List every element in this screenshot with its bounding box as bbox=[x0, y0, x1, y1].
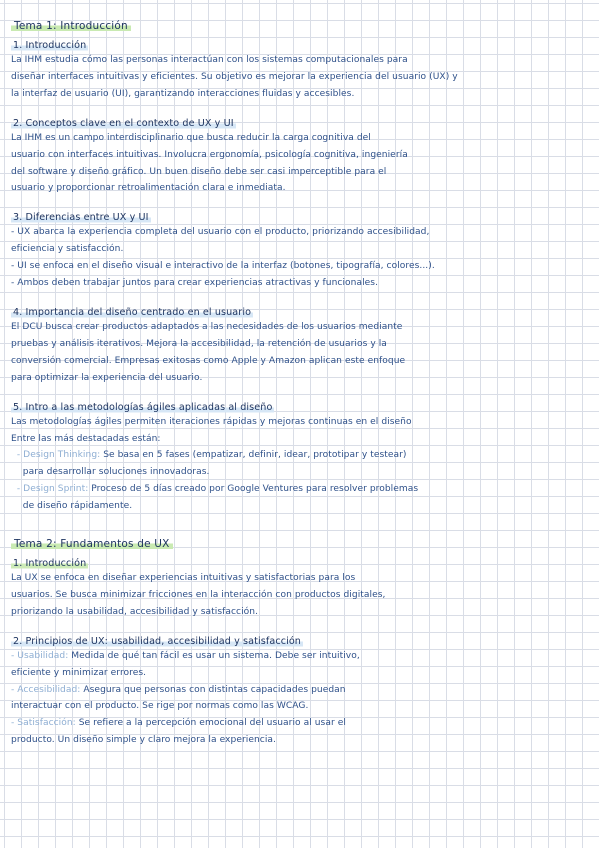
topic-1-title: Tema 1: Introducción bbox=[11, 20, 131, 32]
paragraph-line: para optimizar la experiencia del usuario. bbox=[11, 372, 203, 383]
paragraph-line: usuarios. Se busca minimizar fricciones en la interacción con productos digitales, bbox=[11, 589, 386, 600]
paragraph-line: La IHM estudia cómo las personas interactúan con los sistemas computacionales para bbox=[11, 55, 408, 65]
section-heading: 1. Introducción bbox=[13, 40, 87, 51]
bullet-text: Proceso de 5 días creado por Google Ventures para resolver problemas bbox=[88, 484, 419, 495]
bullet-design-thinking bbox=[11, 447, 591, 464]
bullet-continuation: interactuar con el producto. Se rige por normas como las WCAG. bbox=[11, 701, 309, 712]
paragraph-line: conversión comercial. Empresas exitosas como Apple y Amazon aplican este enfoque bbox=[11, 355, 406, 366]
bullet-continuation-text: para desarrollar soluciones innovadoras. bbox=[22, 467, 210, 478]
section-heading: 3. Diferencias entre UX y UI bbox=[13, 212, 149, 224]
paragraph-line: pruebas y análisis iterativos. Mejora la accesibilidad, la retención de usuarios y la bbox=[11, 338, 387, 349]
bullet-ux: - UX abarca la experiencia completa del usuario con el producto, priorizando accesibilidad, bbox=[11, 227, 430, 238]
section-heading: 2. Conceptos clave en el contexto de UX y UI bbox=[13, 117, 234, 129]
bullet-continuation bbox=[11, 498, 591, 515]
section-conceptos-clave bbox=[11, 111, 591, 198]
paragraph-line: La IHM es un campo interdisciplinario que busca reducir la carga cognitiva del bbox=[11, 132, 371, 143]
section-dcu bbox=[11, 300, 591, 387]
section-introduccion bbox=[11, 33, 591, 103]
bullet-continuation: producto. Un diseño simple y claro mejora la experiencia. bbox=[11, 735, 276, 746]
bullet-label: - Design Sprint: bbox=[16, 484, 89, 495]
paragraph-line: usuario y proporcionar retroalimentación clara e inmediata. bbox=[11, 183, 286, 194]
bullet-label: - Accesibilidad: bbox=[11, 684, 81, 695]
bullet-label: - Design Thinking: bbox=[16, 450, 101, 461]
section-principios-ux bbox=[11, 629, 591, 749]
bullet-continuation bbox=[11, 464, 591, 481]
section-heading: 5. Intro a las metodologías ágiles aplicadas al diseño bbox=[13, 401, 273, 413]
section-heading: 2. Principios de UX: usabilidad, accesibilidad y satisfacción bbox=[13, 635, 301, 647]
topic-2-title: Tema 2: Fundamentos de UX bbox=[11, 538, 173, 550]
notes-page bbox=[11, 14, 591, 749]
bullet-label: - Satisfacción: bbox=[11, 718, 76, 729]
section-heading: 4. Importancia del diseño centrado en el usuario bbox=[13, 306, 252, 318]
bullet-satisfaccion bbox=[11, 715, 591, 732]
paragraph-line: la interfaz de usuario (UI), garantizando interacciones fluidas y accesibles. bbox=[11, 88, 355, 99]
section-heading: 1. Introducción bbox=[13, 558, 87, 570]
paragraph-line: La UX se enfoca en diseñar experiencias intuitivas y satisfactorias para los bbox=[11, 573, 356, 584]
paragraph-line: usuario con interfaces intuitivas. Involucra ergonomía, psicología cognitiva, ingeniería bbox=[11, 149, 408, 160]
section-diferencias bbox=[11, 205, 591, 292]
bullet-continuation: eficiente y minimizar errores. bbox=[11, 667, 147, 678]
paragraph-line: del software y diseño gráfico. Un buen diseño debe ser casi imperceptible para el bbox=[11, 166, 387, 177]
section-t2-introduccion bbox=[11, 551, 591, 621]
bullet-label: - Usabilidad: bbox=[11, 650, 69, 661]
bullet-ux-continuation: eficiencia y satisfacción. bbox=[11, 244, 124, 255]
paragraph-line: diseñar interfaces intuitivas y eficientes. Su objetivo es mejorar la experiencia del usuario (UX) y bbox=[11, 71, 458, 82]
paragraph-line: El DCU busca crear productos adaptados a las necesidades de los usuarios mediante bbox=[11, 321, 403, 332]
bullet-design-sprint bbox=[11, 481, 591, 498]
bullet-text: Se refiere a la percepción emocional del usuario al usar el bbox=[75, 718, 346, 729]
bullet-continuation-text: de diseño rápidamente. bbox=[22, 501, 133, 512]
bullet-ambos: - Ambos deben trabajar juntos para crear experiencias atractivas y funcionales. bbox=[11, 278, 379, 289]
bullet-accesibilidad bbox=[11, 682, 591, 699]
paragraph-line: priorizando la usabilidad, accesibilidad y satisfacción. bbox=[11, 606, 259, 617]
bullet-text: Asegura que personas con distintas capacidades puedan bbox=[80, 684, 346, 695]
bullet-usabilidad bbox=[11, 648, 591, 665]
bullet-ui: - UI se enfoca en el diseño visual e interactivo de la interfaz (botones, tipografía, colores...). bbox=[11, 261, 435, 272]
bullet-text: Medida de qué tan fácil es usar un sistema. Debe ser intuitivo, bbox=[68, 650, 360, 661]
paragraph-line: Las metodologías ágiles permiten iteraciones rápidas y mejoras continuas en el diseño bbox=[11, 416, 412, 427]
section-metodologias-agiles bbox=[11, 395, 591, 515]
paragraph-line: Entre las más destacadas están: bbox=[11, 433, 161, 444]
bullet-text: Se basa en 5 fases (empatizar, definir, idear, prototipar y testear) bbox=[100, 450, 407, 461]
